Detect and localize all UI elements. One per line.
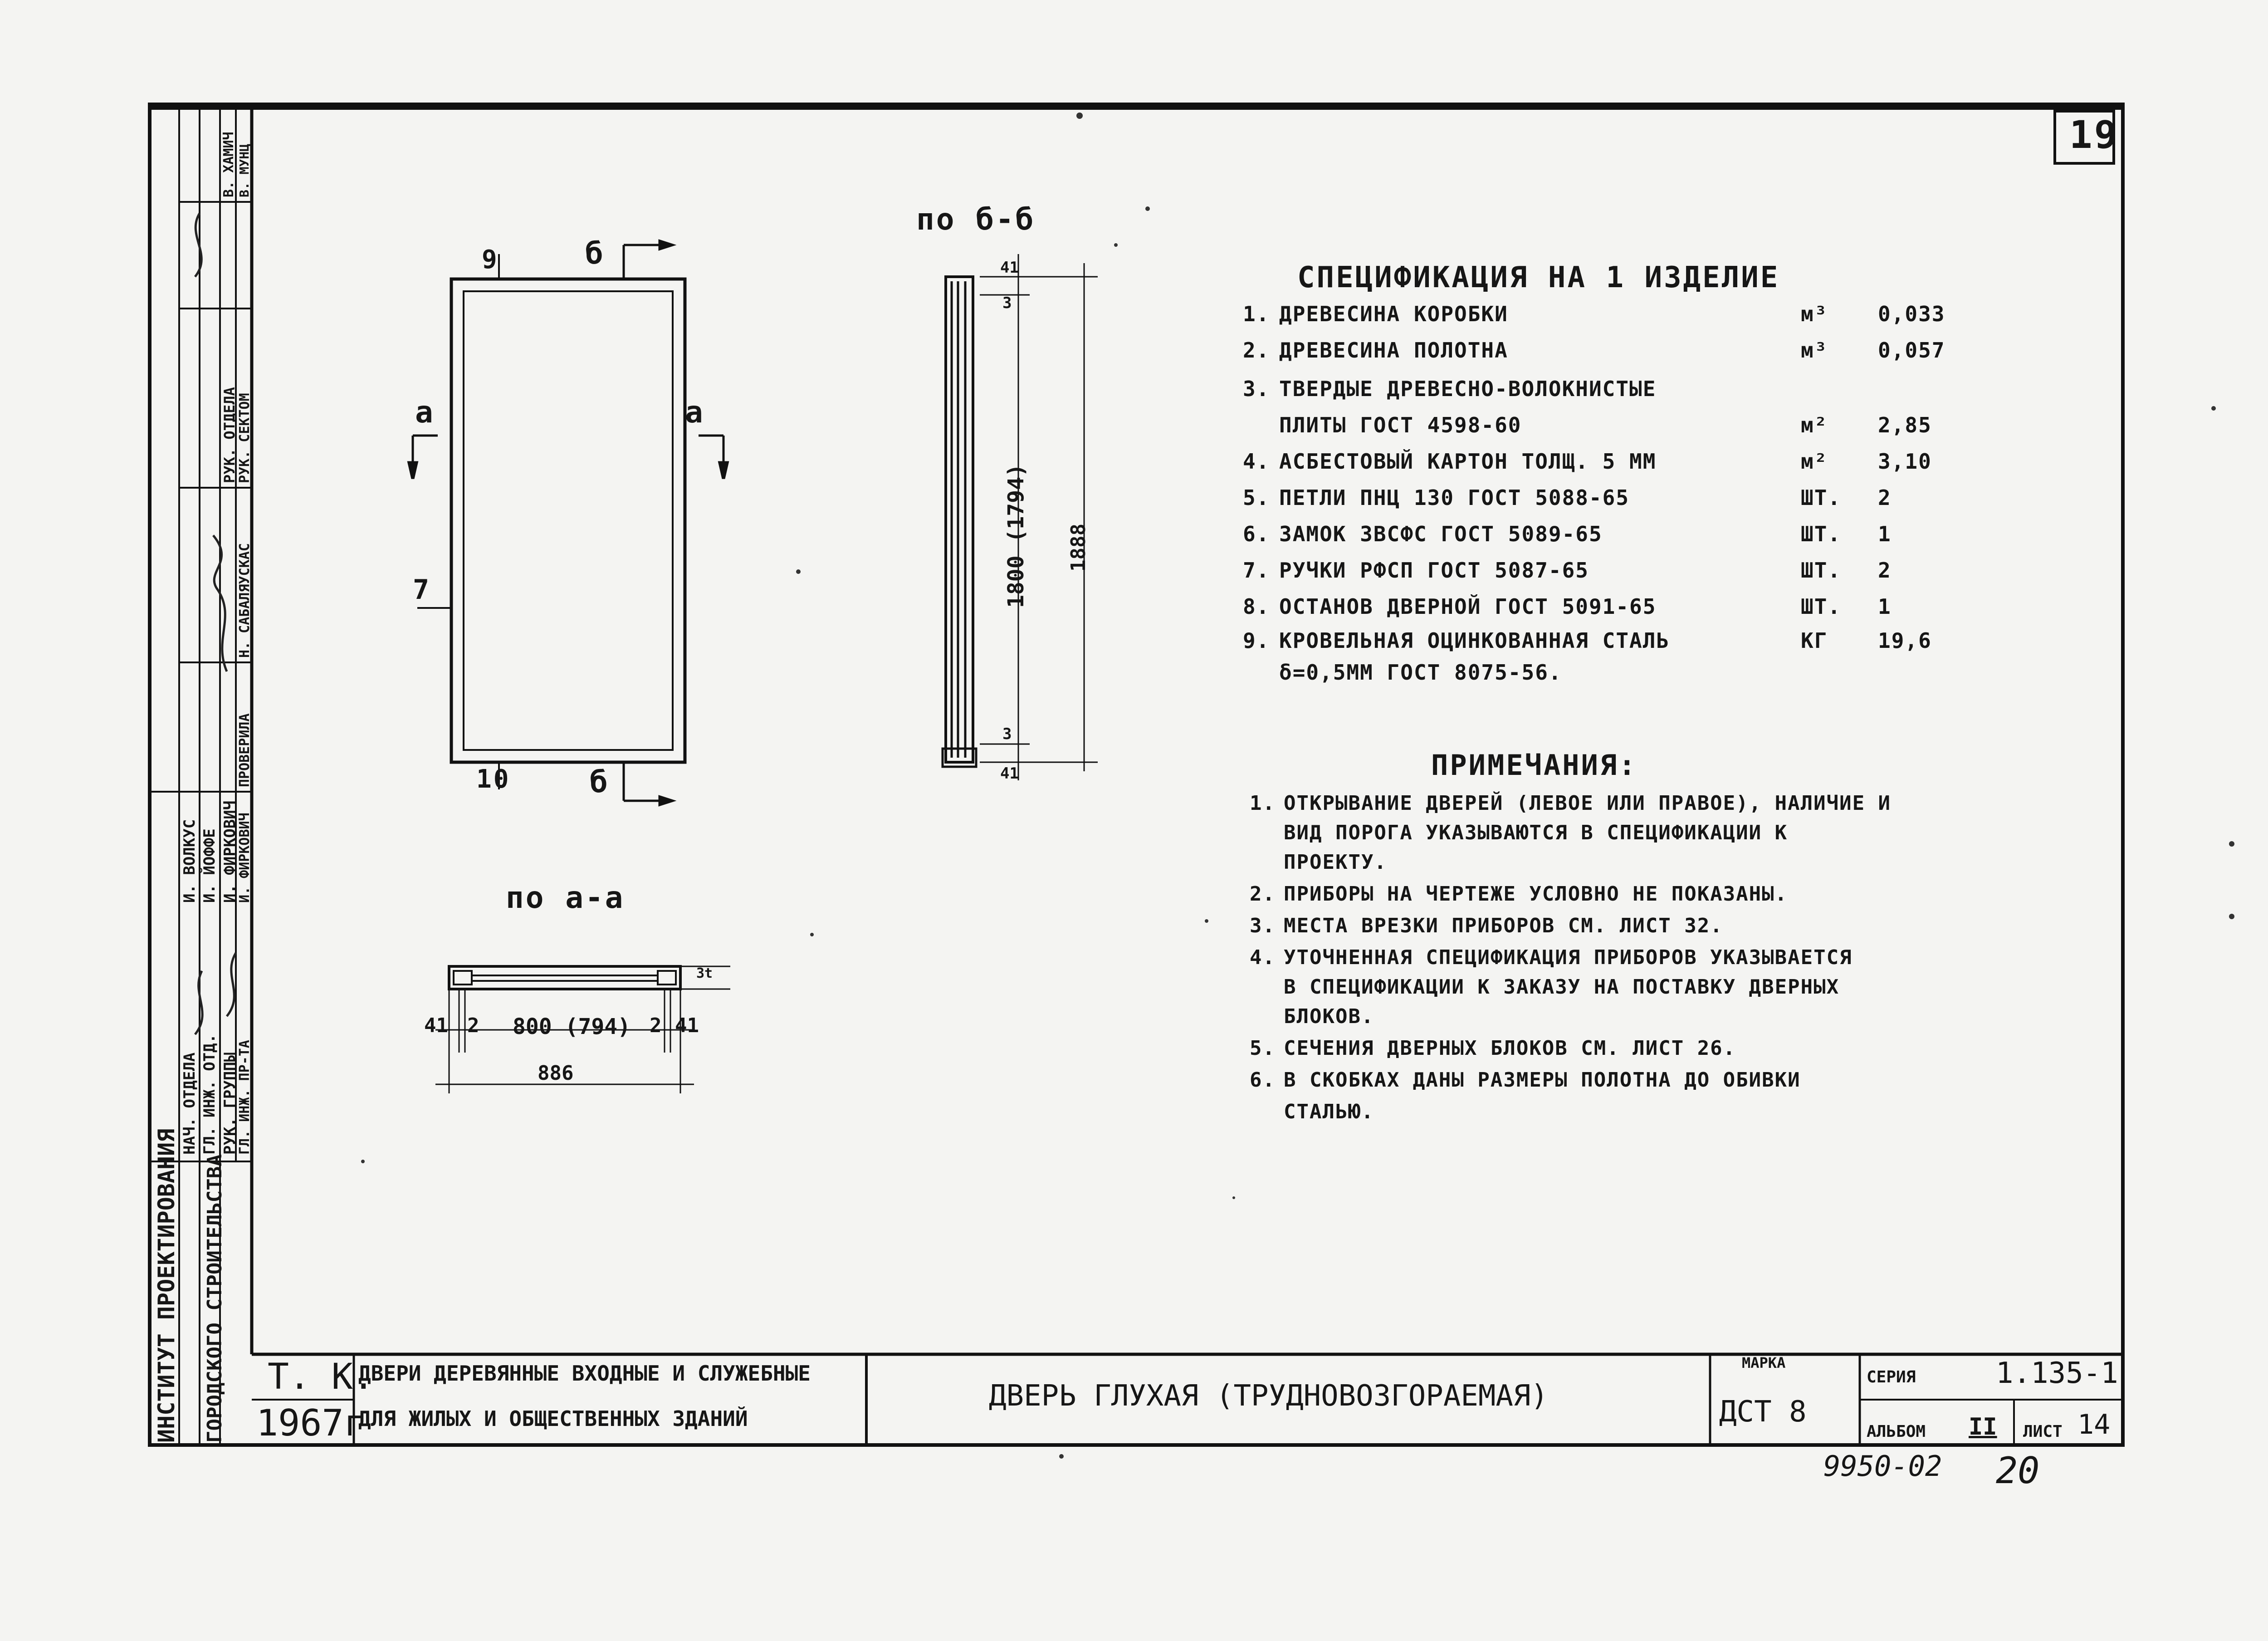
note-text: ПРОЕКТУ. xyxy=(1284,851,1387,874)
person-name: И. ФИРКОВИЧ xyxy=(237,813,253,903)
section-aa-thk: 3t xyxy=(696,965,713,981)
series-title-line2: ДЛЯ ЖИЛЫХ И ОБЩЕСТВЕННЫХ ЗДАНИЙ xyxy=(358,1406,748,1431)
person-name: И. ЙОФФЕ xyxy=(200,828,219,903)
section-bb-bot-a: 3 xyxy=(1002,725,1012,743)
album-label: АЛЬБОМ xyxy=(1867,1422,1926,1441)
section-aa-2-left: 2 xyxy=(467,1014,479,1037)
section-aa-mid: 800 (794) xyxy=(513,1014,631,1039)
spec-unit: м³ xyxy=(1801,338,1828,362)
check-name: Н. САБАЛЯУСКАС xyxy=(237,543,253,658)
elev-dim-10: 10 xyxy=(476,764,511,794)
role-label: РУК. ГРУППЫ xyxy=(221,1052,239,1155)
spec-unit: ШТ. xyxy=(1801,558,1842,583)
note-text: БЛОКОВ. xyxy=(1284,1005,1374,1028)
spec-num: 7. xyxy=(1243,558,1270,583)
spec-name: ОСТАНОВ ДВЕРНОЙ ГОСТ 5091-65 xyxy=(1279,594,1657,619)
role-label: ГЛ. ИНЖ. ОТД. xyxy=(200,1034,219,1155)
elev-cut-a-left: а xyxy=(415,395,435,430)
list-label: ЛИСТ xyxy=(2023,1422,2063,1441)
note-text: В СКОБКАХ ДАНЫ РАЗМЕРЫ ПОЛОТНА ДО ОБИВКИ xyxy=(1284,1068,1801,1092)
sheet-number: 19 xyxy=(2069,113,2119,157)
spec-unit: м² xyxy=(1801,413,1828,437)
elev-cut-b-top: б xyxy=(585,236,605,271)
spec-name: КРОВЕЛЬНАЯ ОЦИНКОВАННАЯ СТАЛЬ xyxy=(1279,628,1670,653)
spec-unit: ШТ. xyxy=(1801,485,1842,510)
role-label: ГЛ. ИНЖ. ПР-ТА xyxy=(237,1040,253,1155)
door-elevation xyxy=(409,241,727,804)
spec-name: ЗАМОК ЗВСФС ГОСТ 5089-65 xyxy=(1279,522,1603,546)
spec-name: ДРЕВЕСИНА ПОЛОТНА xyxy=(1279,338,1508,362)
note-text: МЕСТА ВРЕЗКИ ПРИБОРОВ СМ. ЛИСТ 32. xyxy=(1284,914,1723,937)
spec-name: АСБЕСТОВЫЙ КАРТОН ТОЛЩ. 5 ММ xyxy=(1279,449,1657,474)
marka-label: МАРКА xyxy=(1742,1354,1786,1372)
section-aa-41-right: 41 xyxy=(675,1014,699,1037)
role-label: РУК. ОТДЕЛА xyxy=(221,387,238,483)
series-title-line1: ДВЕРИ ДЕРЕВЯННЫЕ ВХОДНЫЕ И СЛУЖЕБНЫЕ xyxy=(358,1361,811,1386)
check-label: ПРОВЕРИЛА xyxy=(237,713,253,787)
drawing-title: ДВЕРЬ ГЛУХАЯ (ТРУДНОВОЗГОРАЕМАЯ) xyxy=(989,1379,1548,1413)
spec-num: 4. xyxy=(1243,449,1270,474)
note-num: 1. xyxy=(1250,792,1276,815)
spec-title: СПЕЦИФИКАЦИЯ НА 1 ИЗДЕЛИЕ xyxy=(1297,261,1780,294)
seria-label: СЕРИЯ xyxy=(1867,1368,1916,1386)
spec-unit: м³ xyxy=(1801,302,1828,326)
note-num: 2. xyxy=(1250,882,1276,906)
spec-name: ТВЕРДЫЕ ДРЕВЕСНО-ВОЛОКНИСТЫЕ xyxy=(1279,377,1657,401)
spec-num: 3. xyxy=(1243,377,1270,401)
section-bb-title: по б-б xyxy=(916,202,1036,237)
person-name: И. ФИРКОВИЧ xyxy=(221,800,239,903)
note-num: 5. xyxy=(1250,1037,1276,1060)
section-aa-2-right: 2 xyxy=(650,1014,662,1037)
spec-unit: м² xyxy=(1801,449,1828,474)
spec-name: РУЧКИ РФСП ГОСТ 5087-65 xyxy=(1279,558,1589,583)
role-label: НАЧ. ОТДЕЛА xyxy=(181,1052,199,1155)
spec-unit: ШТ. xyxy=(1801,522,1842,546)
spec-name: ПЛИТЫ ГОСТ 4598-60 xyxy=(1279,413,1522,437)
section-aa-total: 886 xyxy=(538,1062,574,1085)
person-name: В. МУНЦ xyxy=(237,143,252,197)
spec-num: 5. xyxy=(1243,485,1270,510)
archive-page: 20 xyxy=(1996,1450,2040,1492)
note-text: СЕЧЕНИЯ ДВЕРНЫХ БЛОКОВ СМ. ЛИСТ 26. xyxy=(1284,1037,1736,1060)
spec-unit: КГ xyxy=(1801,628,1828,653)
role-label: РУК. СЕКТОМ xyxy=(237,393,253,483)
album-value: II xyxy=(1969,1413,1997,1440)
spec-num: 1. xyxy=(1243,302,1270,326)
section-bb-outer-dim: 1888 xyxy=(1067,524,1090,572)
spec-name: ДРЕВЕСИНА КОРОБКИ xyxy=(1279,302,1508,326)
section-bb-inner-dim: 1800 (1794) xyxy=(1003,464,1029,608)
elev-cut-a-right: а xyxy=(685,395,705,430)
note-num: 6. xyxy=(1250,1068,1276,1092)
signatures xyxy=(195,213,236,1034)
tk-label: Т. К. xyxy=(268,1357,374,1397)
note-text: СТАЛЬЮ. xyxy=(1284,1100,1374,1123)
marka-value: ДСТ 8 xyxy=(1719,1395,1807,1429)
elev-dim-7: 7 xyxy=(413,574,431,606)
note-text: УТОЧНЕННАЯ СПЕЦИФИКАЦИЯ ПРИБОРОВ УКАЗЫВАЕТСЯ xyxy=(1284,946,1853,969)
spec-unit: ШТ. xyxy=(1801,594,1842,619)
spec-num: 8. xyxy=(1243,594,1270,619)
institute-city: ГОРОДСКОГО СТРОИТЕЛЬСТВА xyxy=(203,1154,226,1443)
spec-qty: 2,85 xyxy=(1878,413,1932,437)
spec-qty: 3,10 xyxy=(1878,449,1932,474)
spec-qty: 0,057 xyxy=(1878,338,1945,362)
spec-qty: 0,033 xyxy=(1878,302,1945,326)
person-name: В. ХАМИЧ xyxy=(221,132,237,197)
spec-qty: 19,6 xyxy=(1878,628,1932,653)
spec-qty: 2 xyxy=(1878,485,1892,510)
archive-stamp: 9950-02 xyxy=(1823,1450,1942,1483)
elev-dim-9: 9 xyxy=(482,245,499,274)
spec-num: 2. xyxy=(1243,338,1270,362)
note-num: 3. xyxy=(1250,914,1276,937)
spec-qty: 1 xyxy=(1878,522,1892,546)
elev-cut-b-bottom: б xyxy=(590,764,610,799)
spec-name: ПЕТЛИ ПНЦ 130 ГОСТ 5088-65 xyxy=(1279,485,1630,510)
section-bb-bot-b: 41 xyxy=(1000,764,1019,783)
spec-qty: 2 xyxy=(1878,558,1892,583)
list-value: 14 xyxy=(2077,1409,2111,1440)
section-bb-top-a: 41 xyxy=(1000,259,1019,277)
spec-qty: 1 xyxy=(1878,594,1892,619)
section-aa-title: по а-а xyxy=(506,880,625,915)
section-aa-41-left: 41 xyxy=(424,1014,448,1037)
seria-value: 1.135-1 xyxy=(1996,1357,2118,1390)
note-text: ВИД ПОРОГА УКАЗЫВАЮТСЯ В СПЕЦИФИКАЦИИ К xyxy=(1284,821,1788,844)
note-text: ПРИБОРЫ НА ЧЕРТЕЖЕ УСЛОВНО НЕ ПОКАЗАНЫ. xyxy=(1284,882,1788,906)
institute-name: ИНСТИТУТ ПРОЕКТИРОВАНИЯ xyxy=(153,1128,180,1443)
spec-num: 9. xyxy=(1243,628,1270,653)
spec-name: δ=0,5ММ ГОСТ 8075-56. xyxy=(1279,660,1562,685)
note-num: 4. xyxy=(1250,946,1276,969)
note-text: В СПЕЦИФИКАЦИИ К ЗАКАЗУ НА ПОСТАВКУ ДВЕРНЫХ xyxy=(1284,975,1840,999)
year-label: 1967г xyxy=(256,1402,366,1444)
section-bb-top-b: 3 xyxy=(1002,294,1012,312)
spec-num: 6. xyxy=(1243,522,1270,546)
notes-title: ПРИМЕЧАНИЯ: xyxy=(1431,749,1637,782)
note-text: ОТКРЫВАНИЕ ДВЕРЕЙ (ЛЕВОЕ ИЛИ ПРАВОЕ), НАЛИЧИЕ И xyxy=(1284,792,1892,815)
person-name: И. ВОЛКУС xyxy=(181,819,199,903)
